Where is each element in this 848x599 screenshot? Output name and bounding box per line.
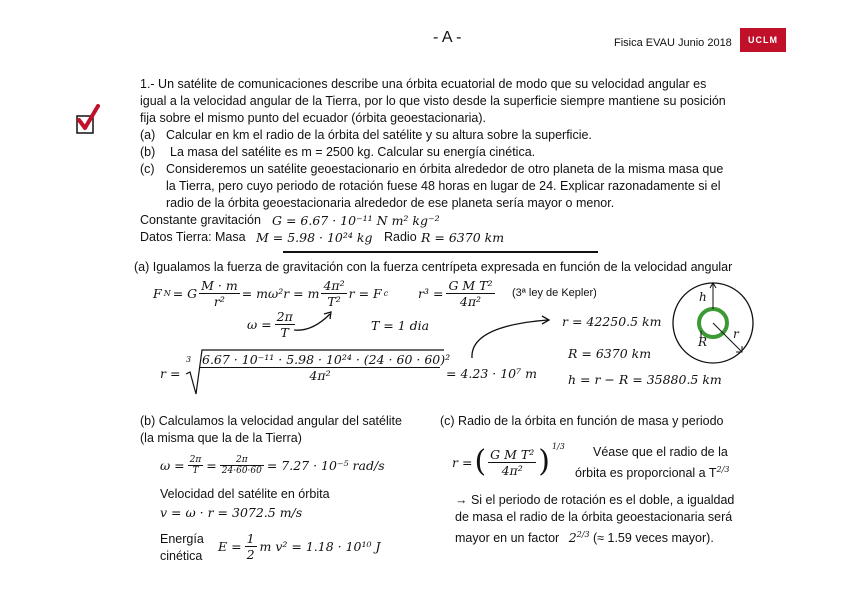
proportional-note-2: órbita es proporcional a $T^{2/3}$ (575, 465, 730, 481)
conclusion-line-3: mayor en un factor $2^{2/3}$ (≈ 1.59 veces mayor). (455, 530, 714, 546)
part-c-label: (c) (140, 162, 155, 176)
part-c-line-1: Consideremos un satélite geoestacionario en órbita alrededor de otro planeta de la misma masa que (166, 162, 724, 176)
diagram-label-r: r (733, 327, 739, 341)
page-label: - A - (433, 29, 462, 46)
period-value: T = 1 dia (371, 318, 430, 333)
radius-lhs: r = (160, 366, 181, 381)
university-logo: UCLM (740, 28, 786, 52)
part-a-label: (a) (140, 128, 156, 142)
part-b-label: (b) (140, 145, 156, 159)
kinetic-energy-equation: E = $\frac{1}{2}$ m v² = 1.18 · 10¹⁰ J (218, 530, 381, 562)
part-b-text: La masa del satélite es m = 2500 kg. Calcular su energía cinética. (170, 145, 536, 159)
root-index: 3 (186, 355, 192, 364)
omega-equation: ω = $\frac{2\pi}{T}$ (247, 308, 293, 340)
constant-label: Constante gravitación (140, 213, 261, 227)
conclusion-line-2: de masa el radio de la órbita geoestacionaria será (455, 510, 733, 524)
orbit-diagram (670, 278, 756, 370)
intro-line-2: igual a la velocidad angular de la Tierra, por lo que visto desde la superficie siempre mantiene su posición (140, 94, 726, 108)
root-fraction: $\frac{\text{6.67 · 10⁻¹¹ · 5.98 · 10²⁴ · (24 · 60 · 60)²}}{\text{4π²}}$ (202, 352, 451, 383)
kepler-equation: r³ = $\frac{\text{G M T²}}{\text{4π²}}$ (418, 277, 493, 309)
intro-line-1: 1.- Un satélite de comunicaciones describe una órbita ecuatorial de modo que su velocidad angular es (140, 77, 707, 91)
solution-a-intro: (a) Igualamos la fuerza de gravitación con la fuerza centrípeta expresada en función de la velocidad angular (134, 260, 733, 274)
conclusion-line-1: → Si el periodo de rotación es el doble, a igualdad (455, 493, 735, 507)
energy-label-2: cinética (160, 549, 203, 563)
radius-km: r = 42250.5 km (562, 314, 662, 329)
earth-radius-label: Radio (384, 230, 417, 244)
section-divider (283, 251, 598, 253)
earth-data-label: Datos Tierra: Masa (140, 230, 246, 244)
part-c-line-2: la Tierra, pero cuyo periodo de rotación fuese 48 horas en lugar de 24. Explicar razonadamente si el (166, 179, 721, 193)
part-a-text: Calcular en km el radio de la órbita del satélite y su altura sobre la superficie. (166, 128, 592, 142)
angular-velocity-equation: ω = $\frac{2\pi}{T}$ = $\frac{2\pi}{24\cdot 60\cdot 60}$ = 7.27 · 10⁻⁵ rad/s (160, 454, 385, 476)
earth-radius-value: R = 6370 km (568, 346, 652, 361)
checkbox-checked-icon (76, 104, 102, 134)
result-arrow-icon (464, 314, 554, 362)
earth-mass: M = 5.98 · 10²⁴ kg (256, 230, 373, 245)
course-title: Fisica EVAU Junio 2018 (614, 37, 732, 49)
proportional-note-1: Véase que el radio de la (593, 445, 728, 459)
energy-label-1: Energía (160, 532, 204, 546)
substitution-arrow-icon (290, 306, 338, 336)
earth-radius: R = 6370 km (421, 230, 505, 245)
altitude-result: h = r − R = 35880.5 km (568, 372, 722, 387)
diagram-label-R: R (698, 335, 708, 349)
orbit-radius-equation: r = ( $\frac{\text{G M T²}}{\text{4π²}}$ ) 1/3 (452, 442, 565, 479)
force-equation: F N = G $\frac{M \cdot m}{\text{r²}}$ = mω²r = m $\frac{\text{4π²}}{\text{T²}}$ r = F c (153, 277, 389, 309)
velocity-label: Velocidad del satélite en órbita (160, 487, 330, 501)
solution-b-line-2: (la misma que la de la Tierra) (140, 431, 302, 445)
diagram-label-h: h (699, 290, 707, 304)
velocity-equation: v = ω · r = 3072.5 m/s (160, 505, 303, 520)
constant-value: G = 6.67 · 10⁻¹¹ N m² kg⁻² (272, 213, 440, 228)
solution-c-title: (c) Radio de la órbita en función de masa y periodo (440, 414, 724, 428)
radius-result: = 4.23 · 10⁷ m (446, 366, 537, 381)
part-c-line-3: radio de la órbita geoestacionaria alrededor de ese planeta sería mayor o menor. (166, 196, 615, 210)
kepler-note: (3ª ley de Kepler) (512, 287, 597, 299)
solution-b-line-1: (b) Calculamos la velocidad angular del satélite (140, 414, 402, 428)
intro-line-3: fija sobre el mismo punto del ecuador (órbita geoestacionaria). (140, 111, 487, 125)
